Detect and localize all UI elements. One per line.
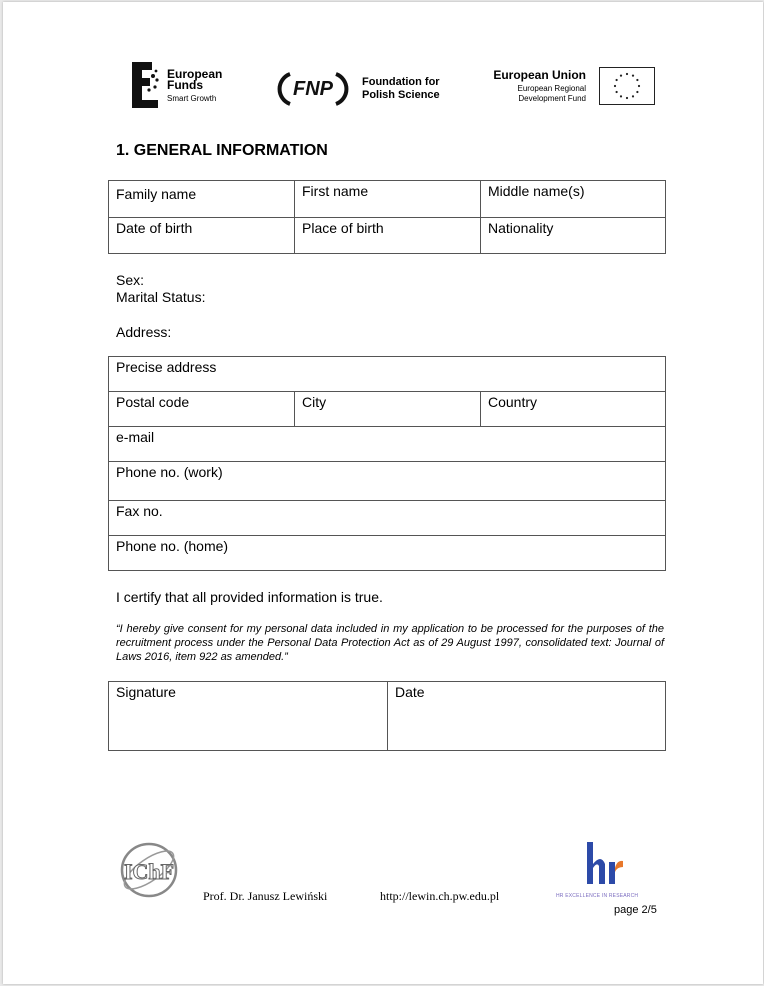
european-funds-text-3: Smart Growth <box>167 94 217 103</box>
page-number: page 2/5 <box>614 904 657 916</box>
fnp-logo <box>276 68 446 108</box>
european-funds-text-2: Funds <box>167 78 203 92</box>
phone-home-field[interactable]: Phone no. (home) <box>109 536 666 571</box>
eu-logo <box>487 66 662 110</box>
personal-info-table <box>108 180 666 254</box>
eu-star-icon <box>616 79 618 81</box>
eu-star-icon <box>614 85 616 87</box>
place-of-birth-field[interactable]: Place of birth <box>295 218 481 254</box>
date-field[interactable]: Date <box>388 682 666 751</box>
middle-names-field[interactable]: Middle name(s) <box>481 181 666 218</box>
author-text: Prof. Dr. Janusz Lewiński <box>203 889 328 903</box>
phone-work-field[interactable]: Phone no. (work) <box>109 462 666 501</box>
date-of-birth-field[interactable]: Date of birth <box>109 218 295 254</box>
ichf-logo-text: IChF <box>123 859 175 884</box>
eu-star-icon <box>626 97 628 99</box>
eu-star-icon <box>632 95 634 97</box>
eu-text-2: European Regional <box>517 84 586 93</box>
section-title: 1. GENERAL INFORMATION <box>116 142 328 159</box>
document-page <box>3 2 763 984</box>
fnp-text-2: Polish Science <box>362 89 440 101</box>
eu-star-icon <box>616 91 618 93</box>
eu-star-icon <box>638 85 640 87</box>
hr-logo-text: HR EXCELLENCE IN RESEARCH <box>556 893 639 899</box>
fnp-mark-icon <box>276 68 356 108</box>
eu-star-icon <box>626 73 628 75</box>
signature-field[interactable]: Signature <box>109 682 388 751</box>
first-name-field[interactable]: First name <box>295 181 481 218</box>
fnp-text-1: Foundation for <box>362 76 440 88</box>
consent-text: “I hereby give consent for my personal data included in my application to be processed for the purposes of the recruitment process under the Personal Data Protection Act as of 29 August 1997, consolidated text: Journal of Laws 2016, item 922 as amended.” <box>116 623 664 663</box>
email-field[interactable]: e-mail <box>109 427 666 462</box>
eu-text-1: European Union <box>493 68 586 82</box>
european-funds-icon <box>128 60 162 110</box>
signature-table <box>108 681 666 751</box>
postal-code-field[interactable]: Postal code <box>109 392 295 427</box>
ichf-logo-icon <box>118 839 180 901</box>
certify-text: I certify that all provided information is true. <box>116 589 383 605</box>
country-field[interactable]: Country <box>481 392 666 427</box>
eu-text-3: Development Fund <box>518 94 586 103</box>
hr-excellence-logo-icon <box>583 840 625 890</box>
eu-star-icon <box>620 95 622 97</box>
address-label: Address: <box>116 324 172 340</box>
city-field[interactable]: City <box>295 392 481 427</box>
marital-status-label: Marital Status: <box>116 289 206 305</box>
precise-address-field[interactable]: Precise address <box>109 357 666 392</box>
fnp-mark-text: FNP <box>293 78 333 100</box>
sex-label: Sex: <box>116 272 145 288</box>
address-table <box>108 356 666 571</box>
eu-star-icon <box>636 91 638 93</box>
fax-field[interactable]: Fax no. <box>109 501 666 536</box>
family-name-field[interactable]: Family name <box>109 181 295 218</box>
european-funds-logo <box>128 60 238 110</box>
european-funds-text-1: European <box>167 67 223 81</box>
eu-flag-icon <box>599 67 655 105</box>
eu-star-icon <box>632 75 634 77</box>
url-link[interactable]: http://lewin.ch.pw.edu.pl <box>380 889 500 903</box>
eu-star-icon <box>636 79 638 81</box>
nationality-field[interactable]: Nationality <box>481 218 666 254</box>
eu-star-icon <box>620 75 622 77</box>
